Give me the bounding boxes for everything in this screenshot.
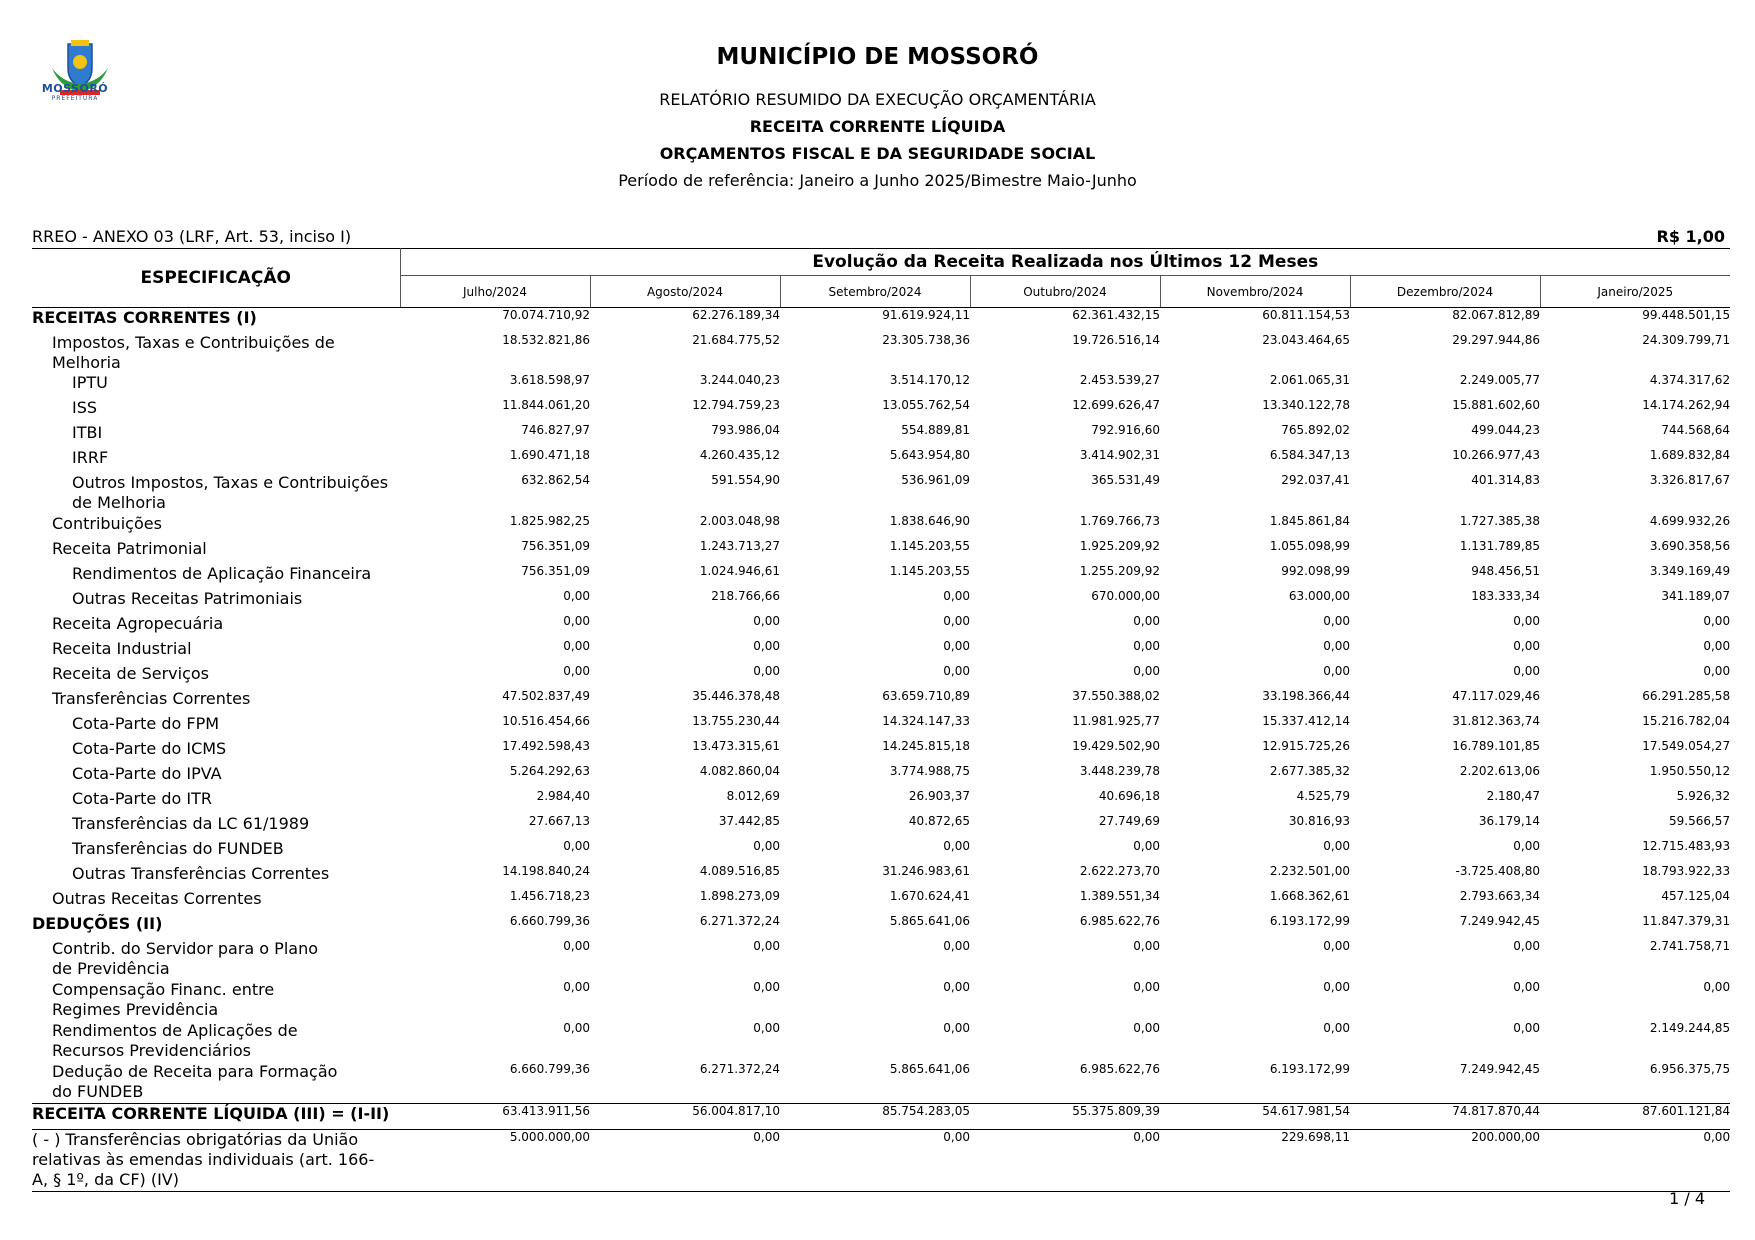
value-cell: 63.000,00 (1288, 589, 1350, 603)
value-cell: 12.715.483,93 (1642, 839, 1731, 853)
row-label: IPTU (72, 373, 108, 392)
table-row (32, 814, 1730, 839)
value-cell: 0,00 (1323, 639, 1350, 653)
value-cell: 0,00 (943, 980, 970, 994)
value-cell: 554.889,81 (901, 423, 970, 437)
value-cell: 62.361.432,15 (1072, 308, 1160, 322)
value-cell: 0,00 (563, 639, 590, 653)
value-cell: 6.660.799,36 (509, 1062, 590, 1076)
value-cell: 7.249.942,45 (1459, 1062, 1540, 1076)
value-cell: 6.985.622,76 (1079, 914, 1160, 928)
value-cell: 60.811.154,53 (1262, 308, 1350, 322)
value-cell: 14.324.147,33 (882, 714, 970, 728)
value-cell: 1.845.861,84 (1269, 514, 1350, 528)
value-cell: 17.492.598,43 (502, 739, 590, 753)
row-label: Receita Patrimonial (52, 539, 207, 558)
value-cell: 0,00 (943, 589, 970, 603)
value-cell: 10.516.454,66 (502, 714, 590, 728)
value-cell: 0,00 (780, 1130, 970, 1192)
value-cell: 0,00 (1133, 614, 1160, 628)
value-cell: 5.643.954,80 (889, 448, 970, 462)
value-cell: 37.442,85 (718, 814, 780, 828)
month-header: Julho/2024 (400, 276, 590, 308)
value-cell: 74.817.870,44 (1350, 1104, 1540, 1130)
value-cell: 14.198.840,24 (502, 864, 590, 878)
month-header: Janeiro/2025 (1540, 276, 1730, 308)
value-cell: 0,00 (1513, 639, 1540, 653)
table-row (32, 980, 1730, 1021)
value-cell: 99.448.501,15 (1642, 308, 1731, 322)
table-row (32, 614, 1730, 639)
value-cell: 0,00 (753, 980, 780, 994)
table-row (32, 939, 1730, 980)
value-cell: 6.271.372,24 (699, 1062, 780, 1076)
value-cell: 66.291.285,58 (1642, 689, 1731, 703)
row-label: Transferências da LC 61/1989 (72, 814, 310, 833)
value-cell: 14.174.262,94 (1642, 398, 1731, 412)
value-cell: 6.193.172,99 (1269, 914, 1350, 928)
value-cell: 499.044,23 (1471, 423, 1540, 437)
value-cell: 29.297.944,86 (1452, 333, 1540, 347)
row-label: Contrib. do Servidor para o Plano de Previdência (52, 939, 318, 978)
value-cell: 0,00 (1133, 1021, 1160, 1035)
table-row (32, 398, 1730, 423)
value-cell: 948.456,51 (1471, 564, 1540, 578)
row-label: Compensação Financ. entre Regimes Previdência (52, 980, 275, 1019)
value-cell: 18.532.821,86 (502, 333, 590, 347)
value-cell: 746.827,97 (521, 423, 590, 437)
value-cell: 0,00 (1133, 980, 1160, 994)
value-cell: 756.351,09 (521, 564, 590, 578)
table-row (32, 789, 1730, 814)
value-cell: 35.446.378,48 (692, 689, 780, 703)
month-header: Outubro/2024 (970, 276, 1160, 308)
table-row (32, 639, 1730, 664)
value-cell: 0,00 (943, 1021, 970, 1035)
spec-column-header: ESPECIFICAÇÃO (32, 249, 400, 308)
value-cell: 91.619.924,11 (882, 308, 970, 322)
row-label: Rendimentos de Aplicações de Recursos Previdenciários (52, 1021, 298, 1060)
value-cell: 31.812.363,74 (1452, 714, 1540, 728)
value-cell: 11.981.925,77 (1072, 714, 1160, 728)
table-row (32, 764, 1730, 789)
value-cell: 200.000,00 (1350, 1130, 1540, 1192)
table-row (32, 864, 1730, 889)
value-cell: 1.131.789,85 (1459, 539, 1540, 553)
value-cell: 27.749,69 (1098, 814, 1160, 828)
value-cell: 744.568,64 (1661, 423, 1731, 437)
value-cell: 33.198.366,44 (1262, 689, 1350, 703)
value-cell: 12.794.759,23 (692, 398, 780, 412)
value-cell: 63.659.710,89 (882, 689, 970, 703)
revenue-table (32, 248, 1730, 1192)
row-label: Cota-Parte do IPVA (72, 764, 222, 783)
value-cell: 1.838.646,90 (889, 514, 970, 528)
value-cell: 992.098,99 (1281, 564, 1350, 578)
value-cell: 15.881.602,60 (1452, 398, 1540, 412)
value-cell: 183.333,34 (1471, 589, 1540, 603)
value-cell: 0,00 (563, 614, 590, 628)
value-cell: 457.125,04 (1661, 889, 1731, 903)
value-cell: 792.916,60 (1091, 423, 1160, 437)
value-cell: 13.340.122,78 (1262, 398, 1350, 412)
value-cell: 2.622.273,70 (1079, 864, 1160, 878)
value-cell: 14.245.815,18 (882, 739, 970, 753)
value-cell: 0,00 (1703, 614, 1731, 628)
value-cell: 54.617.981,54 (1160, 1104, 1350, 1130)
table-row (32, 714, 1730, 739)
value-cell: 0,00 (563, 980, 590, 994)
row-label: Transferências Correntes (52, 689, 251, 708)
table-row (32, 1062, 1730, 1104)
value-cell: 3.690.358,56 (1649, 539, 1731, 553)
value-cell: 19.429.502,90 (1072, 739, 1160, 753)
value-cell: 23.043.464,65 (1262, 333, 1350, 347)
row-label: Rendimentos de Aplicação Financeira (72, 564, 372, 583)
row-label: DEDUÇÕES (II) (32, 914, 163, 933)
row-label: Receita de Serviços (52, 664, 209, 683)
value-cell: 13.473.315,61 (692, 739, 780, 753)
table-row (32, 689, 1730, 714)
value-cell: 23.305.738,36 (882, 333, 970, 347)
value-cell: 0,00 (943, 614, 970, 628)
value-cell: 1.825.982,25 (509, 514, 590, 528)
value-cell: 3.618.598,97 (509, 373, 590, 387)
row-label: ISS (72, 398, 98, 417)
row-label: ( - ) Transferências obrigatórias da União relativas às emendas individuais (art. 166-A, § 1º, da CF) (IV) (32, 1130, 400, 1192)
value-cell: 3.774.988,75 (889, 764, 970, 778)
value-cell: 0,00 (1540, 1130, 1730, 1192)
value-cell: 6.985.622,76 (1079, 1062, 1160, 1076)
value-cell: 0,00 (1513, 839, 1540, 853)
value-cell: 0,00 (753, 664, 780, 678)
value-cell: 2.793.663,34 (1459, 889, 1540, 903)
annex-reference: RREO - ANEXO 03 (LRF, Art. 53, inciso I) (32, 227, 352, 246)
table-row (32, 914, 1730, 939)
value-cell: 632.862,54 (521, 473, 590, 487)
value-cell: 1.389.551,34 (1079, 889, 1160, 903)
logo-name: MOSSORÓ (41, 82, 109, 95)
value-cell: 0,00 (1323, 980, 1350, 994)
value-cell: 1.456.718,23 (509, 889, 590, 903)
value-cell: 1.950.550,12 (1649, 764, 1731, 778)
value-cell: 13.755.230,44 (692, 714, 780, 728)
value-cell: 15.216.782,04 (1642, 714, 1731, 728)
value-cell: 0,00 (1133, 839, 1160, 853)
value-cell: 0,00 (1323, 614, 1350, 628)
value-cell: 2.061.065,31 (1269, 373, 1350, 387)
value-cell: 341.189,07 (1661, 589, 1731, 603)
value-cell: 292.037,41 (1281, 473, 1350, 487)
value-cell: 756.351,09 (521, 539, 590, 553)
value-cell: 82.067.812,89 (1452, 308, 1540, 322)
value-cell: 1.255.209,92 (1079, 564, 1160, 578)
value-cell: 4.082.860,04 (699, 764, 780, 778)
value-cell: 0,00 (590, 1130, 780, 1192)
value-cell: 1.668.362,61 (1269, 889, 1350, 903)
report-scope: ORÇAMENTOS FISCAL E DA SEGURIDADE SOCIAL (659, 144, 1096, 163)
value-cell: 401.314,83 (1471, 473, 1540, 487)
value-cell: 2.202.613,06 (1459, 764, 1540, 778)
row-label: ITBI (72, 423, 103, 442)
value-cell: 26.903,37 (908, 789, 970, 803)
value-cell: 765.892,02 (1281, 423, 1350, 437)
value-cell: 0,00 (1323, 839, 1350, 853)
logo-subtitle: PREFEITURA (51, 95, 99, 102)
value-cell: 0,00 (563, 664, 590, 678)
value-cell: 40.696,18 (1098, 789, 1160, 803)
value-cell: 17.549.054,27 (1642, 739, 1731, 753)
value-cell: 0,00 (1133, 939, 1160, 953)
value-cell: 365.531,49 (1091, 473, 1160, 487)
value-cell: 0,00 (1133, 664, 1160, 678)
value-cell: 1.690.471,18 (509, 448, 590, 462)
value-cell: 0,00 (1513, 980, 1540, 994)
value-cell: 1.145.203,55 (889, 564, 970, 578)
value-cell: 4.374.317,62 (1649, 373, 1731, 387)
table-row (32, 514, 1730, 539)
row-label: Cota-Parte do ITR (72, 789, 212, 808)
row-label: Transferências do FUNDEB (72, 839, 284, 858)
value-cell: 0,00 (943, 664, 970, 678)
value-cell: 1.925.209,92 (1079, 539, 1160, 553)
value-cell: 0,00 (1703, 980, 1731, 994)
value-cell: 15.337.412,14 (1262, 714, 1350, 728)
value-cell: 37.550.388,02 (1072, 689, 1160, 703)
value-cell: 4.260.435,12 (699, 448, 780, 462)
value-cell: 1.898.273,09 (699, 889, 780, 903)
value-cell: 0,00 (943, 939, 970, 953)
value-cell: 87.601.121,84 (1540, 1104, 1730, 1130)
row-label: Outros Impostos, Taxas e Contribuições de Melhoria (72, 473, 389, 512)
value-cell: 0,00 (563, 589, 590, 603)
value-cell: 1.769.766,73 (1079, 514, 1160, 528)
value-cell: 40.872,65 (908, 814, 970, 828)
table-body (32, 308, 1730, 1192)
row-label: RECEITAS CORRENTES (I) (32, 308, 257, 327)
value-cell: 1.243.713,27 (699, 539, 780, 553)
value-cell: 70.074.710,92 (502, 308, 590, 322)
value-cell: 6.193.172,99 (1269, 1062, 1350, 1076)
table-row (32, 1130, 1730, 1192)
row-label: Contribuições (52, 514, 162, 533)
value-cell: 1.145.203,55 (889, 539, 970, 553)
value-cell: 31.246.983,61 (882, 864, 970, 878)
value-cell: 0,00 (1323, 664, 1350, 678)
value-cell: 670.000,00 (1091, 589, 1160, 603)
value-cell: 793.986,04 (711, 423, 780, 437)
row-label: Cota-Parte do FPM (72, 714, 220, 733)
value-cell: 47.117.029,46 (1452, 689, 1540, 703)
table-row (32, 1021, 1730, 1062)
value-cell: 6.660.799,36 (509, 914, 590, 928)
value-cell: 1.024.946,61 (699, 564, 780, 578)
month-header: Setembro/2024 (780, 276, 970, 308)
table-row (32, 308, 1730, 334)
row-label: Dedução de Receita para Formação do FUNDEB (52, 1062, 338, 1101)
value-cell: 59.566,57 (1669, 814, 1731, 828)
value-cell: 0,00 (563, 839, 590, 853)
table-row (32, 889, 1730, 914)
value-cell: 4.525,79 (1296, 789, 1350, 803)
report-period: Período de referência: Janeiro a Junho 2025/Bimestre Maio-Junho (618, 171, 1137, 190)
value-cell: 1.727.385,38 (1459, 514, 1540, 528)
table-row (32, 473, 1730, 514)
value-cell: 0,00 (1323, 939, 1350, 953)
value-cell: 2.180,47 (1486, 789, 1540, 803)
value-cell: 10.266.977,43 (1452, 448, 1540, 462)
value-cell: 0,00 (1513, 614, 1540, 628)
value-cell: 3.514.170,12 (889, 373, 970, 387)
value-cell: 7.249.942,45 (1459, 914, 1540, 928)
value-cell: 591.554,90 (711, 473, 780, 487)
value-cell: -3.725.408,80 (1455, 864, 1540, 878)
value-cell: 47.502.837,49 (502, 689, 590, 703)
value-cell: 3.326.817,67 (1649, 473, 1731, 487)
value-cell: 27.667,13 (528, 814, 590, 828)
value-cell: 0,00 (1703, 664, 1731, 678)
value-cell: 5.264.292,63 (509, 764, 590, 778)
value-cell: 4.699.932,26 (1649, 514, 1731, 528)
value-cell: 56.004.817,10 (590, 1104, 780, 1130)
value-cell: 0,00 (943, 639, 970, 653)
value-cell: 3.414.902,31 (1079, 448, 1160, 462)
table-row (32, 839, 1730, 864)
value-cell: 536.961,09 (901, 473, 970, 487)
value-cell: 4.089.516,85 (699, 864, 780, 878)
value-cell: 55.375.809,39 (970, 1104, 1160, 1130)
value-cell: 0,00 (970, 1130, 1160, 1192)
table-row (32, 373, 1730, 398)
value-cell: 2.984,40 (536, 789, 590, 803)
row-label: Receita Agropecuária (52, 614, 224, 633)
value-cell: 24.309.799,71 (1642, 333, 1731, 347)
value-cell: 5.926,32 (1676, 789, 1731, 803)
value-cell: 5.865.641,06 (889, 914, 970, 928)
value-cell: 0,00 (753, 939, 780, 953)
value-cell: 3.349.169,49 (1649, 564, 1731, 578)
report-title: MUNICÍPIO DE MOSSORÓ (716, 44, 1039, 70)
value-cell: 16.789.101,85 (1452, 739, 1540, 753)
table-row (32, 423, 1730, 448)
row-label: Outras Receitas Patrimoniais (72, 589, 303, 608)
report-section: RECEITA CORRENTE LÍQUIDA (749, 117, 1006, 136)
row-label: IRRF (72, 448, 109, 467)
value-cell: 63.413.911,56 (400, 1104, 590, 1130)
value-cell: 5.865.641,06 (889, 1062, 970, 1076)
value-cell: 0,00 (1513, 939, 1540, 953)
value-cell: 36.179,14 (1478, 814, 1540, 828)
value-cell: 0,00 (943, 839, 970, 853)
value-cell: 12.699.626,47 (1072, 398, 1160, 412)
month-header: Agosto/2024 (590, 276, 780, 308)
table-row (32, 448, 1730, 473)
value-cell: 6.271.372,24 (699, 914, 780, 928)
value-cell: 0,00 (1513, 1021, 1540, 1035)
value-cell: 2.249.005,77 (1459, 373, 1540, 387)
value-cell: 0,00 (1513, 664, 1540, 678)
row-label: Outras Transferências Correntes (72, 864, 330, 883)
value-cell: 11.847.379,31 (1642, 914, 1731, 928)
value-cell: 0,00 (753, 839, 780, 853)
report-subtitle: RELATÓRIO RESUMIDO DA EXECUÇÃO ORÇAMENTÁRIA (659, 90, 1096, 109)
value-cell: 0,00 (753, 639, 780, 653)
value-cell: 2.149.244,85 (1649, 1021, 1731, 1035)
table-row (32, 589, 1730, 614)
currency-unit: R$ 1,00 (1656, 227, 1725, 246)
value-cell: 3.448.239,78 (1079, 764, 1160, 778)
value-cell: 12.915.725,26 (1262, 739, 1350, 753)
value-cell: 218.766,66 (711, 589, 780, 603)
table-row (32, 333, 1730, 373)
value-cell: 1.055.098,99 (1269, 539, 1350, 553)
value-cell: 0,00 (563, 939, 590, 953)
row-label: Outras Receitas Correntes (52, 889, 262, 908)
table-row (32, 539, 1730, 564)
evolution-header: Evolução da Receita Realizada nos Últimos 12 Meses (400, 249, 1730, 276)
table-row (32, 564, 1730, 589)
table-row (32, 739, 1730, 764)
value-cell: 1.670.624,41 (889, 889, 970, 903)
value-cell: 0,00 (1323, 1021, 1350, 1035)
value-cell: 229.698,11 (1160, 1130, 1350, 1192)
value-cell: 85.754.283,05 (780, 1104, 970, 1130)
row-label: RECEITA CORRENTE LÍQUIDA (III) = (I-II) (32, 1104, 400, 1130)
value-cell: 0,00 (753, 1021, 780, 1035)
value-cell: 0,00 (1703, 639, 1731, 653)
value-cell: 1.689.832,84 (1649, 448, 1731, 462)
value-cell: 19.726.516,14 (1072, 333, 1160, 347)
value-cell: 5.000.000,00 (400, 1130, 590, 1192)
month-header: Novembro/2024 (1160, 276, 1350, 308)
value-cell: 2.232.501,00 (1269, 864, 1350, 878)
value-cell: 0,00 (563, 1021, 590, 1035)
row-label: Cota-Parte do ICMS (72, 739, 227, 758)
page-number: 1 / 4 (1669, 1189, 1705, 1208)
value-cell: 6.584.347,13 (1269, 448, 1350, 462)
value-cell: 62.276.189,34 (692, 308, 780, 322)
value-cell: 21.684.775,52 (692, 333, 780, 347)
row-label: Receita Industrial (52, 639, 192, 658)
value-cell: 0,00 (1133, 639, 1160, 653)
value-cell: 2.741.758,71 (1649, 939, 1731, 953)
value-cell: 18.793.922,33 (1642, 864, 1731, 878)
value-cell: 30.816,93 (1288, 814, 1350, 828)
value-cell: 3.244.040,23 (699, 373, 780, 387)
value-cell: 6.956.375,75 (1649, 1062, 1731, 1076)
value-cell: 2.677.385,32 (1269, 764, 1350, 778)
value-cell: 8.012,69 (726, 789, 780, 803)
table-row (32, 664, 1730, 689)
value-cell: 11.844.061,20 (502, 398, 590, 412)
value-cell: 0,00 (753, 614, 780, 628)
value-cell: 2.453.539,27 (1079, 373, 1160, 387)
table-row (32, 1104, 1730, 1130)
month-header: Dezembro/2024 (1350, 276, 1540, 308)
value-cell: 13.055.762,54 (882, 398, 970, 412)
value-cell: 2.003.048,98 (699, 514, 780, 528)
row-label: Impostos, Taxas e Contribuições de Melhoria (52, 333, 335, 372)
